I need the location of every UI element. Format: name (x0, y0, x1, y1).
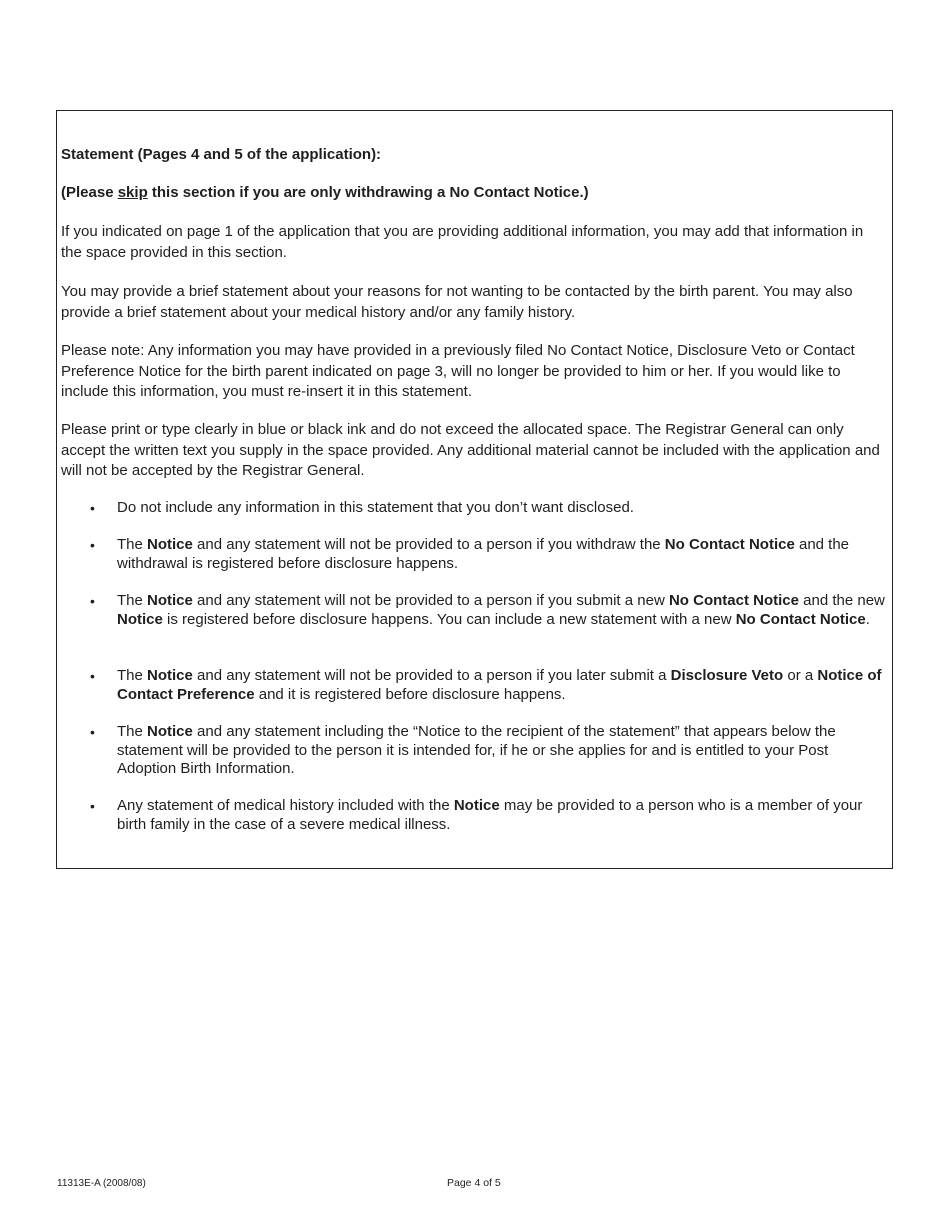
form-number: 11313E-A (2008/08) (57, 1178, 146, 1189)
bullet-item: • The Notice and any statement will not be provided to a person if you submit a new No Contact Notice and the new Notice is registered before disclosure happens. You can include a new statement with a new No Contact Notice. (90, 592, 885, 628)
section-title: Statement (Pages 4 and 5 of the application): (61, 146, 382, 163)
paragraph-brief-statement: You may provide a brief statement about your reasons for not wanting to be contacted by the birth parent. You may also provide a brief statement about your medical history and/or any family history. (61, 283, 853, 321)
statement-instructions-box (56, 110, 893, 869)
bullet-dot: • (90, 724, 95, 740)
bullet-item: • The Notice and any statement will not be provided to a person if you later submit a Disclosure Veto or a Notice of Contact Preference and it is registered before disclosure happens. (90, 667, 882, 703)
paragraph-print-instructions: Please print or type clearly in blue or black ink and do not exceed the allocated space. The Registrar General can only accept the written text you supply in the space provided. Any additional material cannot be included with the application and will not be accepted by the Registrar General. (61, 421, 880, 479)
bullet-dot: • (90, 668, 95, 684)
skip-underlined: skip (117, 184, 148, 201)
bullet-dot: • (90, 798, 95, 814)
bullet-dot: • (90, 500, 95, 516)
paragraph-please-note: Please note: Any information you may have provided in a previously filed No Contact Notice, Disclosure Veto or Contact Preference Notice for the birth parent indicated on page 3, will no longer be provided to him or her. If you would like to include this information, you must re-insert it in this statement. (61, 342, 855, 400)
bullet-item: • Any statement of medical history included with the Notice may be provided to a person who is a member of your birth family in the case of a severe medical illness. (90, 797, 863, 833)
page-number: Page 4 of 5 (447, 1177, 501, 1189)
bullet-item: • The Notice and any statement including the “Notice to the recipient of the statement” that appears below the statement will be provided to the person it is intended for, if he or she applies for and is entitled to your Post Adoption Birth Information. (90, 723, 836, 777)
bullet-dot: • (90, 537, 95, 553)
bullet-dot: • (90, 593, 95, 609)
skip-note: (Please skip this section if you are only withdrawing a No Contact Notice.) (61, 184, 589, 201)
bullet-item: • The Notice and any statement will not be provided to a person if you withdraw the No Contact Notice and the withdrawal is registered before disclosure happens. (90, 536, 850, 572)
paragraph-additional-info: If you indicated on page 1 of the application that you are providing additional information, you may add that information in the space provided in this section. (61, 223, 864, 261)
bullet-item: • Do not include any information in this statement that you don’t want disclosed. (90, 499, 634, 516)
